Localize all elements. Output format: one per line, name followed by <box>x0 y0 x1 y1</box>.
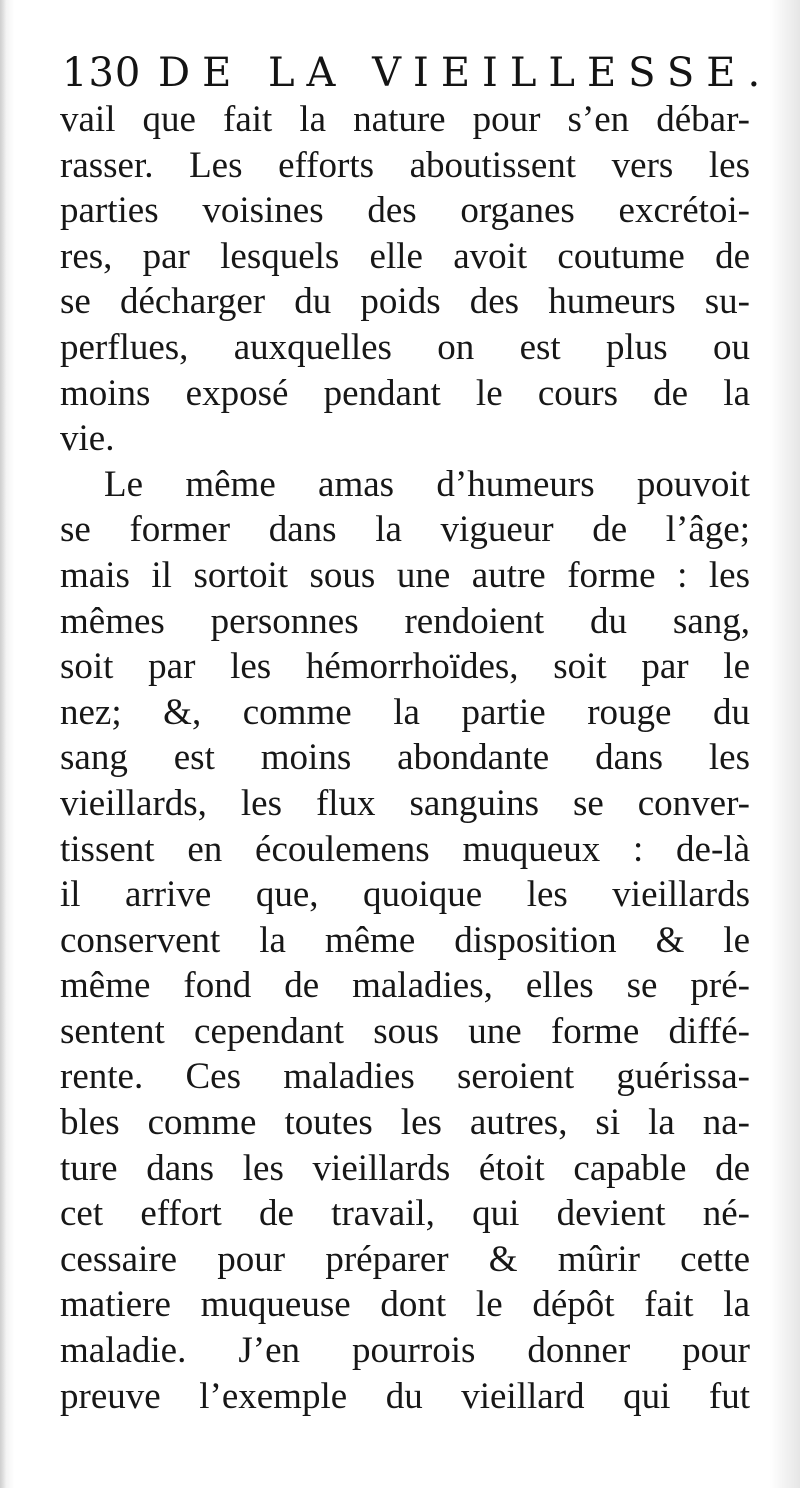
text-line: sang est moins abondante dans les <box>60 737 750 779</box>
text-line: cet effort de travail, qui devient né- <box>60 1193 750 1235</box>
text-line: res, par lesquels elle avoit coutume de <box>60 235 750 277</box>
text-line: se décharger du poids des humeurs su- <box>60 281 750 323</box>
text-line: vieillards, les flux sanguins se conver- <box>60 782 750 824</box>
text-line: même fond de maladies, elles se pré- <box>60 965 750 1007</box>
text-line: parties voisines des organes excrétoi- <box>60 190 750 232</box>
text-line: cessaire pour préparer & mûrir cette <box>60 1238 750 1280</box>
text-line: moins exposé pendant le cours de la <box>60 372 750 414</box>
text-line: ture dans les vieillards étoit capable de <box>60 1147 750 1189</box>
text-line: vie. <box>60 418 115 460</box>
text-line: rasser. Les efforts aboutissent vers les <box>60 144 750 186</box>
text-line: se former dans la vigueur de l’âge; <box>60 509 750 551</box>
text-line: vail que fait la nature pour s’en débar- <box>60 99 750 140</box>
text-line: preuve l’exemple du vieillard qui fut <box>60 1375 750 1417</box>
text-line: tissent en écoulemens muqueux : de-là <box>60 828 750 870</box>
page-edge-shadow <box>0 0 6 1488</box>
text-line: sentent cependant sous une forme diffé- <box>60 1010 750 1052</box>
text-line: mais il sortoit sous une autre forme : les <box>60 554 750 596</box>
paragraph-2 <box>60 462 750 1419</box>
text-line: bles comme toutes les autres, si la na- <box>60 1102 750 1144</box>
running-title: DE LA VIEILLESSE. <box>158 50 773 96</box>
text-line: il arrive que, quoique les vieillards <box>60 874 750 916</box>
text-line: nez; &, comme la partie rouge du <box>60 691 750 733</box>
text-line: rente. Ces maladies seroient guérissa- <box>60 1056 750 1098</box>
page-number: 130 <box>62 50 142 96</box>
text-line: mêmes personnes rendoient du sang, <box>60 600 750 642</box>
text-line: matiere muqueuse dont le dépôt fait la <box>60 1284 750 1326</box>
text-line: Le même amas d’humeurs pouvoit <box>104 463 750 505</box>
text-line: conservent la même disposition & le <box>60 919 750 961</box>
text-line: perflues, auxquelles on est plus ou <box>60 326 750 368</box>
body-text <box>60 97 750 1419</box>
text-line: soit par les hémorrhoïdes, soit par le <box>60 646 750 688</box>
running-header <box>62 48 773 104</box>
paragraph-1 <box>60 97 750 462</box>
text-line: maladie. J’en pourrois donner pour <box>60 1330 750 1372</box>
